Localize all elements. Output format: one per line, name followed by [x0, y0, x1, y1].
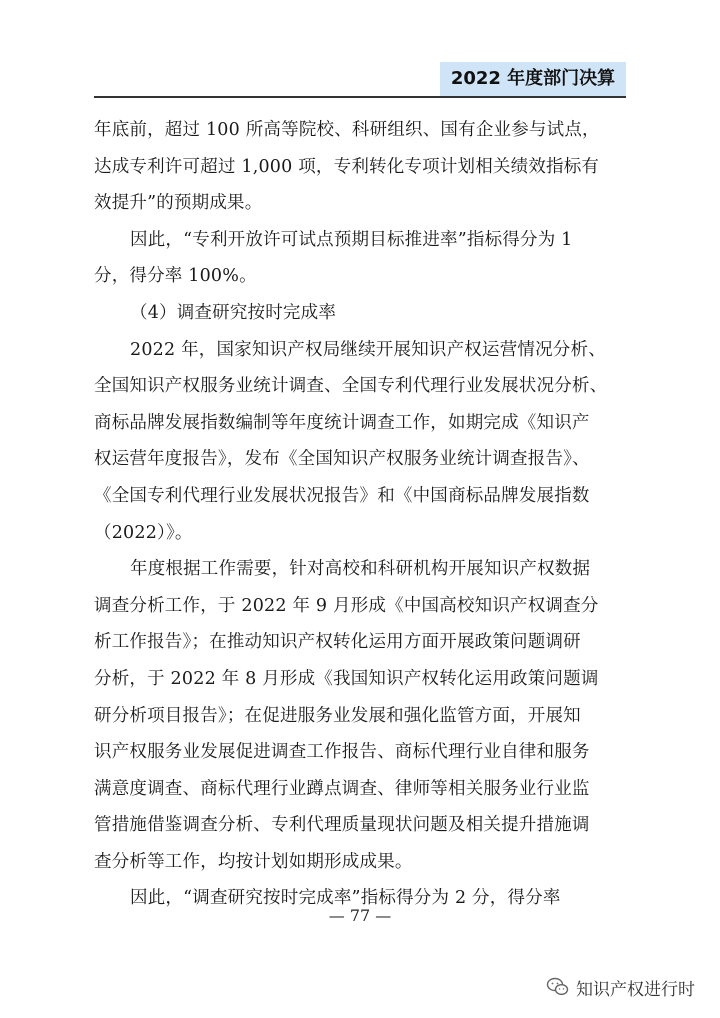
paragraph-line: 《全国专利代理行业发展状况报告》和《中国商标品牌发展指数 [94, 485, 590, 506]
document-header-title: 2022 年度部门决算 [440, 62, 626, 96]
paragraph-line: 因此，“专利开放许可试点预期目标推进率”指标得分为 1 [130, 229, 573, 250]
paragraph-line: 效提升”的预期成果。 [94, 193, 263, 214]
paragraph-line: 因此，“调查研究按时完成率”指标得分为 2 分，得分率 [130, 888, 561, 909]
paragraph-line: 2022 年，国家知识产权局继续开展知识产权运营情况分析、 [130, 339, 606, 360]
watermark-text: 知识产权进行时 [576, 979, 695, 1000]
paragraph-line: 商标品牌发展指数编制等年度统计调查工作，如期完成《知识产 [94, 412, 590, 433]
paragraph-line: 查分析等工作，均按计划如期形成成果。 [94, 851, 413, 872]
paragraph-line: 年度根据工作需要，针对高校和科研机构开展知识产权数据 [130, 559, 591, 580]
paragraph-line: 识产权服务业发展促进调查工作报告、商标代理行业自律和服务 [94, 742, 590, 763]
paragraph-line: 年底前，超过 100 所高等院校、科研组织、国有企业参与试点， [94, 120, 600, 140]
paragraph-line: 调查分析工作，于 2022 年 9 月形成《中国高校知识产权调查分 [94, 595, 599, 616]
paragraph-line: 达成专利许可超过 1,000 项，专利转化专项计划相关绩效指标有 [94, 156, 600, 177]
paragraph-line: 分，得分率 100%。 [94, 266, 257, 287]
paragraph-line: （2022）》。 [94, 522, 193, 543]
paragraph-line: （4）调查研究按时完成率 [130, 302, 337, 323]
paragraph-line: 权运营年度报告》，发布《全国知识产权服务业统计调查报告》、 [94, 449, 590, 470]
watermark [546, 972, 695, 1002]
header-divider [94, 96, 626, 98]
document-body [94, 112, 629, 917]
paragraph-line: 研分析项目报告》；在促进服务业发展和强化监管方面，开展知 [94, 705, 581, 726]
paragraph-line: 全国知识产权服务业统计调查、全国专利代理行业发展状况分析、 [94, 376, 608, 397]
page-number: — 77 — [328, 906, 392, 925]
paragraph-line: 析工作报告》；在推动知识产权转化运用方面开展政策问题调研 [94, 632, 581, 653]
paragraph-line: 满意度调查、商标代理行业蹲点调查、律师等相关服务业行业监 [94, 778, 590, 799]
paragraph-line: 分析，于 2022 年 8 月形成《我国知识产权转化运用政策问题调 [94, 668, 599, 689]
wechat-icon [546, 975, 570, 999]
paragraph-line: 管措施借鉴调查分析、专利代理质量现状问题及相关提升措施调 [94, 815, 590, 836]
